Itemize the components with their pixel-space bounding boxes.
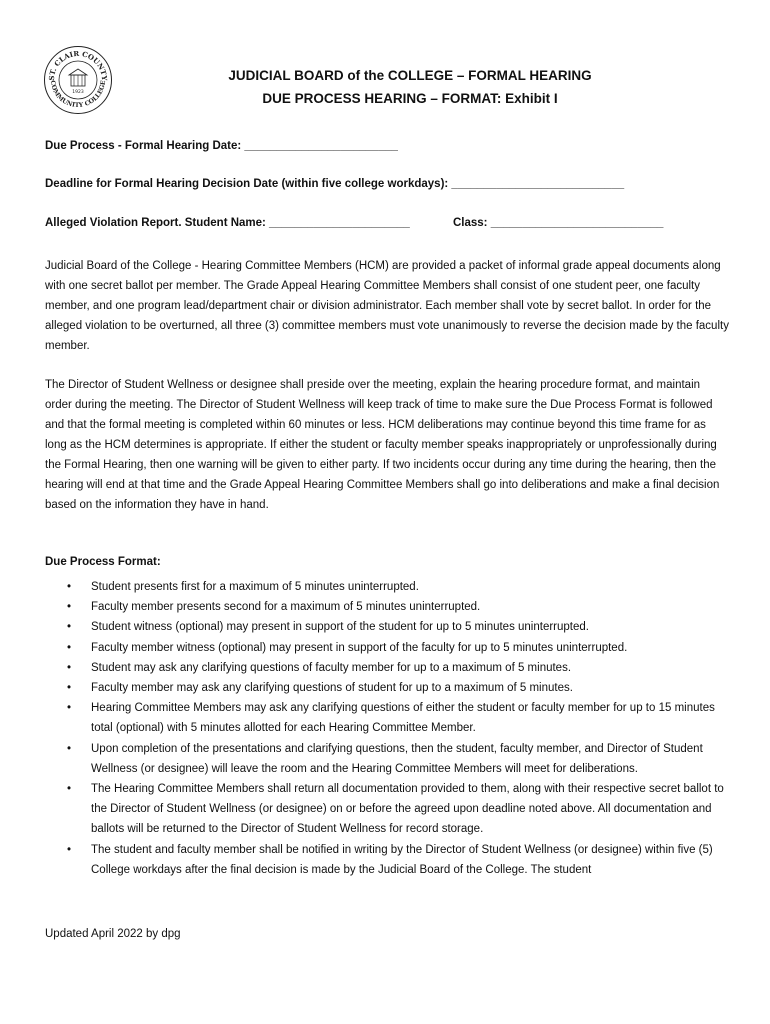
document-subtitle: DUE PROCESS HEARING – FORMAT: Exhibit I [262,91,558,106]
document-title: JUDICIAL BOARD of the COLLEGE – FORMAL HEARING [228,68,592,83]
director-role-paragraph: The Director of Student Wellness or designee shall preside over the meeting, explain the hearing procedure format, and maintain order during the meeting. The Director of Student Wellness will keep track of time to make sure the Due Process Format is followed and that the formal meeting is completed within 60 minutes or less. HCM deliberations may continue beyond this time frame for as long as the HCM determines is appropriate. If either the student or faculty member speaks inappropriately or unprofessionally during the Formal Hearing, then one warning will be given to either party. If two incidents occur during any time during the hearing, then the hearing will end at that time and the Grade Appeal Hearing Committee Members shall go into deliberations and make a final decision based on the information they have in hand. [45,379,720,511]
decision-deadline-field: Deadline for Formal Hearing Decision Date (within five college workdays): ___________________________ [45,178,625,190]
class-field: Class: ___________________________ [453,217,664,229]
bullet-icon: • [67,783,72,796]
updated-footer: Updated April 2022 by dpg [45,928,181,940]
list-item: • The student and faculty member shall be notified in writing by the Director of Student Wellness (or designee) within five (5) College workdays after the final decision is made by the Judicial Board of the College. The student [45,840,730,880]
bullet-icon: • [67,843,72,856]
bullet-icon: • [67,661,72,674]
list-item: • Student may ask any clarifying questions of faculty member for up to a maximum of 5 minutes. [45,658,730,678]
bullet-icon: • [67,742,72,755]
seal-bottom-text: COMMUNITY COLLEGE [48,80,108,110]
list-item: • Faculty member may ask any clarifying questions of student for up to a maximum of 5 minutes. [45,678,730,698]
list-item: • Faculty member witness (optional) may present in support of the faculty for up to 5 minutes uninterrupted. [45,638,730,658]
student-name-field: Alleged Violation Report. Student Name: ______________________ [45,217,410,229]
hcm-description-paragraph: Judicial Board of the College - Hearing Committee Members (HCM) are provided a packet of informal grade appeal documents along with one secret ballot per member. The Grade Appeal Hearing Committee Members shall consist of one student peer, one faculty member, and one program lead/department chair or division administrator. Each member shall vote by secret ballot. In order for the alleged violation to be overturned, all three (3) committee members must vote unanimously to reverse the decision made by the faculty member. [45,260,729,352]
list-item: • Hearing Committee Members may ask any clarifying questions of either the student or faculty member for up to 15 minutes total (optional) with 5 minutes allotted for each Hearing Committee Member. [45,698,730,738]
list-item: • The Hearing Committee Members shall return all documentation provided to them, along with their respective secret ballot to the Director of Student Wellness (or designee) on or before the agreed upon deadline noted above. All documentation and ballots will be returned to the Director of Student Wellness for record storage. [45,779,730,840]
seal-top-text: ST. CLAIR COUNTY [46,48,110,81]
college-seal-logo [43,45,113,115]
list-item: • Faculty member presents second for a maximum of 5 minutes uninterrupted. [45,597,730,617]
list-item: • Student witness (optional) may present in support of the student for up to 5 minutes uninterrupted. [45,617,730,637]
seal-year: 1923 [72,90,84,95]
bullet-icon: • [67,641,72,654]
bullet-icon: • [67,702,72,715]
bullet-icon: • [67,682,72,695]
bullet-icon: • [67,601,72,614]
bullet-icon: • [67,581,72,593]
hearing-date-field: Due Process - Formal Hearing Date: ________________________ [45,140,398,152]
list-item: • Student presents first for a maximum of 5 minutes uninterrupted. [45,577,730,597]
bullet-icon: • [67,621,72,634]
format-list [45,577,730,880]
format-heading: Due Process Format: [45,556,161,568]
list-item: • Upon completion of the presentations and clarifying questions, then the student, faculty member, and Director of Student Wellness (or designee) will leave the room and the Hearing Committee Members will meet for deliberations. [45,739,730,779]
